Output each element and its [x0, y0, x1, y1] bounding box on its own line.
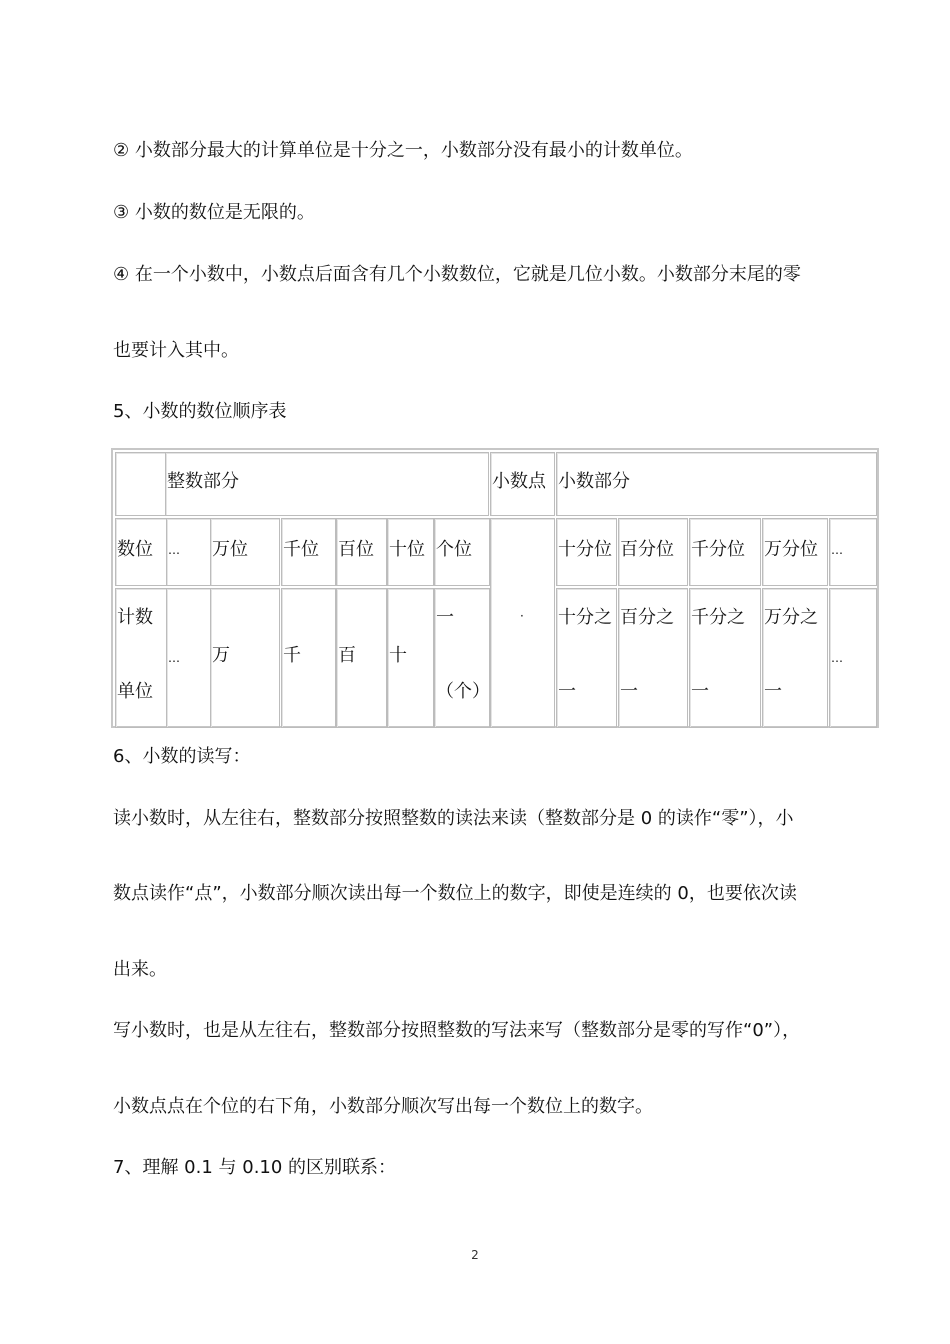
- unit-tenth: 十分之 一: [556, 588, 617, 728]
- unit-ellipsis-left: …: [166, 588, 211, 728]
- place-tenths: 十分位: [556, 518, 617, 586]
- header-blank-cell: [115, 452, 167, 516]
- place-ge: 个位: [434, 518, 490, 586]
- paragraph-4-line-2: 也要计入其中。: [113, 340, 239, 361]
- place-shi: 十位: [387, 518, 434, 586]
- heading-6: 6、小数的读写：: [113, 746, 251, 767]
- unit-wan: 万: [210, 588, 280, 728]
- decimal-point-cell: ·: [490, 518, 555, 728]
- header-decimal-point: 小数点: [490, 452, 555, 516]
- unit-qian: 千: [281, 588, 336, 728]
- paragraph-2: ② 小数部分最大的计算单位是十分之一，小数部分没有最小的计数单位。: [113, 140, 693, 161]
- heading-7: 7、理解 0.1 与 0.10 的区别联系：: [113, 1157, 397, 1178]
- header-decimal-part: 小数部分: [556, 452, 877, 516]
- row-label-unit: 计数 单位: [115, 588, 167, 728]
- place-ellipsis-right: …: [829, 518, 877, 586]
- unit-shi: 十: [387, 588, 434, 728]
- heading-5: 5、小数的数位顺序表: [113, 401, 287, 422]
- place-hundredths: 百分位: [618, 518, 688, 586]
- place-qian: 千位: [281, 518, 336, 586]
- unit-thousandth: 千分之 一: [689, 588, 761, 728]
- unit-ten-thousandth: 万分之 一: [762, 588, 828, 728]
- place-wan: 万位: [210, 518, 280, 586]
- paragraph-4-line-1: ④ 在一个小数中，小数点后面含有几个小数数位，它就是几位小数。小数部分末尾的零: [113, 264, 801, 285]
- unit-ellipsis-right: …: [829, 588, 877, 728]
- row-label-place: 数位: [115, 518, 167, 586]
- read-paragraph-line-2: 数点读作“点”，小数部分顺次读出每一个数位上的数字，即使是连续的 0，也要依次读: [113, 883, 797, 904]
- place-bai: 百位: [336, 518, 387, 586]
- write-paragraph-line-1: 写小数时，也是从左往右，整数部分按照整数的写法来写（整数部分是零的写作“0”），: [113, 1020, 801, 1041]
- read-paragraph-line-3: 出来。: [113, 959, 167, 980]
- unit-hundredth: 百分之 一: [618, 588, 688, 728]
- read-paragraph-line-1: 读小数时，从左往右，整数部分按照整数的读法来读（整数部分是 0 的读作“零”），小: [113, 808, 794, 829]
- header-integer-part: 整数部分: [165, 452, 489, 516]
- place-value-table: [111, 448, 879, 728]
- page-number: 2: [471, 1248, 479, 1262]
- unit-ge: 一 （个）: [434, 588, 490, 728]
- place-ellipsis-left: …: [166, 518, 211, 586]
- place-ten-thousandths: 万分位: [762, 518, 828, 586]
- paragraph-3: ③ 小数的数位是无限的。: [113, 202, 315, 223]
- unit-bai: 百: [336, 588, 387, 728]
- place-thousandths: 千分位: [689, 518, 761, 586]
- write-paragraph-line-2: 小数点点在个位的右下角，小数部分顺次写出每一个数位上的数字。: [113, 1096, 653, 1117]
